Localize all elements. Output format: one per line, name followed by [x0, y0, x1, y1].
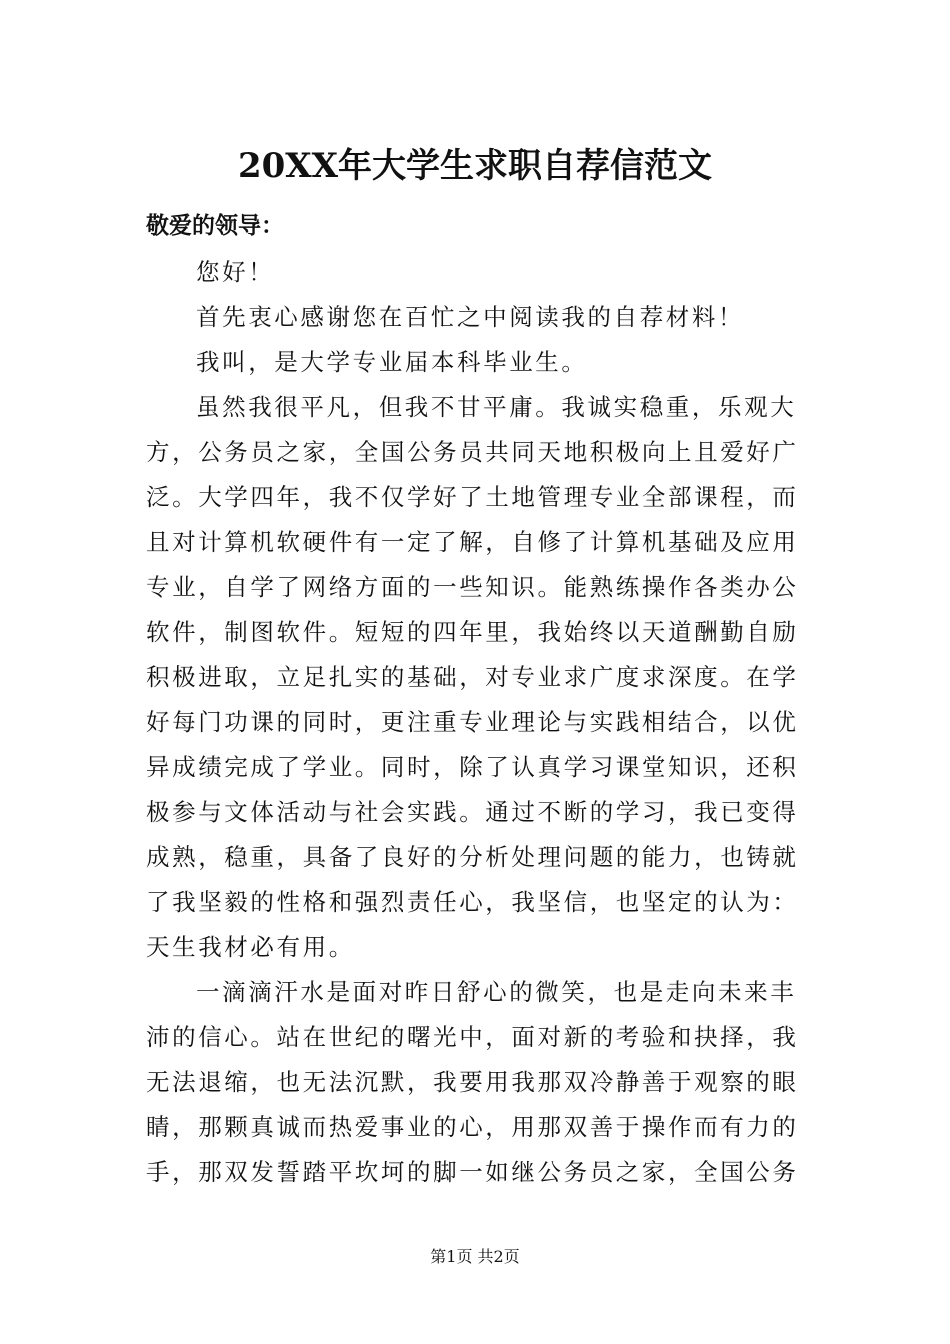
text-line: 了我坚毅的性格和强烈责任心，我坚信，也坚定的认为：: [146, 888, 799, 916]
text-line: 好每门功课的同时，更注重专业理论与实践相结合，以优: [146, 708, 799, 736]
text-line: 您好！: [196, 258, 275, 286]
text-line: 积极进取，立足扎实的基础，对专业求广度求深度。在学: [146, 663, 799, 691]
text-line: 睛，那颗真诚而热爱事业的心，用那双善于操作而有力的: [146, 1113, 799, 1141]
text-line: 异成绩完成了学业。同时，除了认真学习课堂知识，还积: [146, 753, 799, 781]
text-line: 一滴滴汗水是面对昨日舒心的微笑，也是走向未来丰: [196, 978, 797, 1006]
text-line: 无法退缩，也无法沉默，我要用我那双冷静善于观察的眼: [146, 1068, 799, 1096]
text-line: 方，公务员之家，全国公务员共同天地积极向上且爱好广: [146, 438, 799, 466]
salutation: 敬爱的领导：: [146, 212, 284, 239]
text-line: 成熟，稳重，具备了良好的分析处理问题的能力，也铸就: [146, 843, 799, 871]
text-line: 沛的信心。站在世纪的曙光中，面对新的考验和抉择，我: [146, 1023, 799, 1051]
text-line: 且对计算机软硬件有一定了解，自修了计算机基础及应用: [146, 528, 799, 556]
text-line: 我叫，是大学专业届本科毕业生。: [196, 348, 588, 376]
text-line: 软件，制图软件。短短的四年里，我始终以天道酬勤自励: [146, 618, 799, 646]
page-number: 第1页 共2页: [430, 1247, 520, 1266]
text-line: 首先衷心感谢您在百忙之中阅读我的自荐材料！: [196, 303, 745, 331]
text-line: 泛。大学四年，我不仅学好了土地管理专业全部课程，而: [146, 483, 799, 511]
text-line: 虽然我很平凡，但我不甘平庸。我诚实稳重，乐观大: [196, 393, 797, 421]
text-line: 手，那双发誓踏平坎坷的脚一如继公务员之家，全国公务: [146, 1158, 799, 1186]
text-line: 专业，自学了网络方面的一些知识。能熟练操作各类办公: [146, 573, 799, 601]
text-line: 极参与文体活动与社会实践。通过不断的学习，我已变得: [146, 798, 799, 826]
text-line: 天生我材必有用。: [146, 933, 355, 961]
document-title: 20XX年大学生求职自荐信范文: [237, 146, 713, 186]
